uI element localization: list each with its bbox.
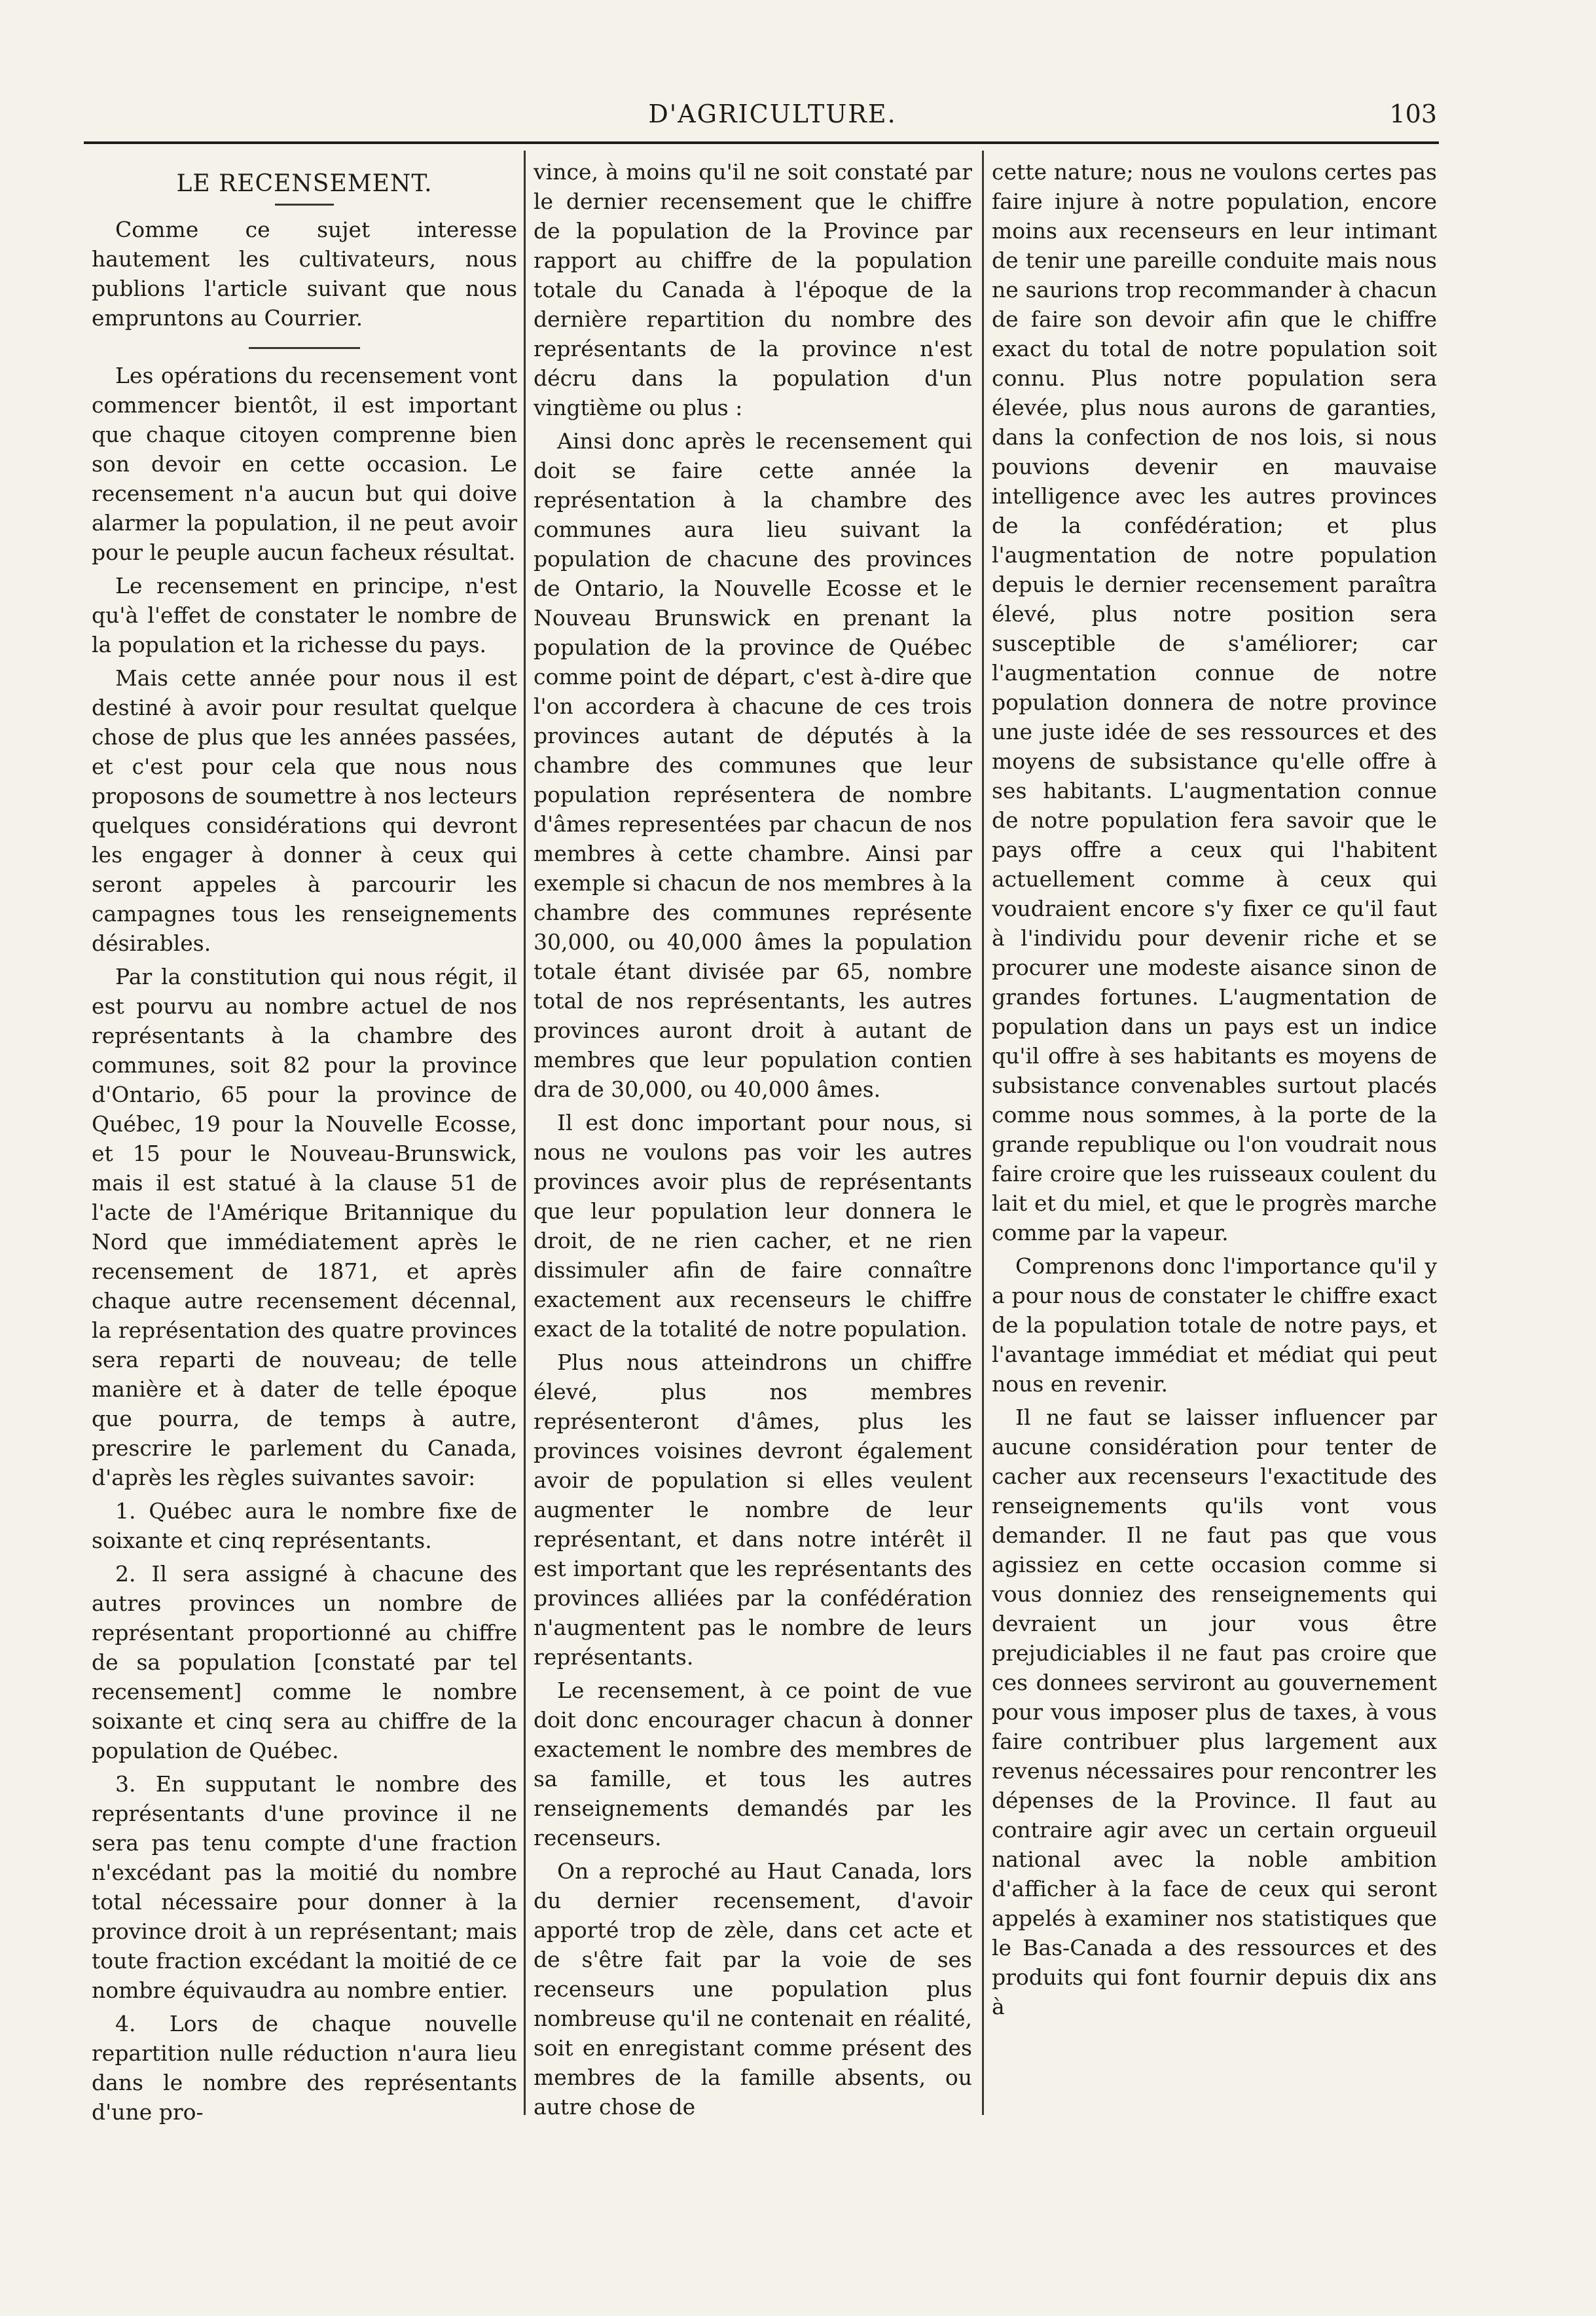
paragraph: Le recensement, à ce point de vue doit donc encourager chacun à donner exactement le nombre des membres de sa famille, et tous les autres renseignements demandés par les recenseurs. xyxy=(534,1678,972,1850)
column-divider-1 xyxy=(524,151,526,2115)
numbered-rule-4: 4. Lors de chaque nouvelle repartition nulle réduction n'aura lieu dans le nombre des représentants d'une pro- xyxy=(92,2011,517,2125)
running-title: D'AGRICULTURE. xyxy=(648,100,897,128)
paragraph: Mais cette année pour nous il est destiné à avoir pour resultat quelque chose de plus que les années passées, et c'est pour cela que nous nous proposons de soumettre à nos lecteurs quelques considérations qui devront les engager à donner à ceux qui seront appeles à parcourir les campagnes tous les renseignements désirables. xyxy=(92,665,517,956)
column-3 xyxy=(992,157,1437,2148)
header-rule xyxy=(84,141,1439,144)
paragraph: Ainsi donc après le recensement qui doit se faire cette année la représentation à la chambre des communes aura lieu suivant la population de chacune des provinces de Ontario, la Nouvelle Ecosse et le Nouveau Brunswick en prenant la population de la province de Québec comme point de départ, c'est à-dire que l'on accordera à chacune de ces trois provinces autant de députés à la chambre des communes que leur population représentera de nombre d'âmes representées par chacun de nos membres à cette chambre. Ainsi par exemple si chacun de nos membres à la chambre des communes représente 30,000, ou 40,000 âmes la population totale étant divisée par 65, nombre total de nos représentants, les autres provinces auront droit à autant de membres que leur population contien dra de 30,000, ou 40,000 âmes. xyxy=(534,428,972,1102)
section-rule xyxy=(249,347,360,349)
paragraph: Il est donc important pour nous, si nous ne voulons pas voir les autres provinces avoir plus de représentants que leur population leur donnera le droit, de ne rien cacher, et ne rien dissimuler afin de faire connaître exactement aux recenseurs le chiffre exact de la totalité de notre population. xyxy=(534,1110,972,1342)
paragraph-continued: vince, à moins qu'il ne soit constaté par le dernier recensement que le chiffre de la population de la Province par rapport au chiffre de la population totale du Canada à l'époque de la dernière repartition du nombre des représentants de la province n'est décru dans la population d'un vingtième ou plus : xyxy=(534,159,972,420)
title-rule xyxy=(275,204,334,206)
article-title: LE RECENSEMENT. xyxy=(176,170,433,197)
column-divider-2 xyxy=(982,151,984,2115)
paragraph: Par la constitution qui nous régit, il est pourvu au nombre actuel de nos représentants à la chambre des communes, soit 82 pour la province d'Ontario, 65 pour la province de Québec, 19 pour la Nouvelle Ecosse, et 15 pour le Nouveau-Brunswick, mais il est statué à la clause 51 de l'acte de l'Amérique Britannique du Nord que immédiatement après le recensement de 1871, et après chaque autre recensement décennal, la représentation des quatre provinces sera reparti de nouveau; de telle manière et à dater de telle époque que pourra, de temps à autre, prescrire le parlement du Canada, d'après les règles suivantes savoir: xyxy=(92,964,517,1490)
intro-paragraph: Comme ce sujet interesse hautement les cultivateurs, nous publions l'article suivant que nous empruntons au Courrier. xyxy=(92,217,517,331)
paragraph: Les opérations du recensement vont commencer bientôt, il est important que chaque citoyen comprenne bien son devoir en cette occasion. Le recensement n'a aucun but qui doive alarmer la population, il ne peut avoir pour le peuple aucun facheux résultat. xyxy=(92,363,517,565)
paragraph-continued: cette nature; nous ne voulons certes pas faire injure à notre population, encore moins aux recenseurs en leur intimant de tenir une pareille conduite mais nous ne saurions trop recommander à chacun de faire son devoir afin que le chiffre exact du total de notre population soit connu. Plus notre population sera élevée, plus nous aurons de garanties, dans la confection de nos lois, si nous pouvions devenir en mauvaise intelligence avec les autres provinces de la confédération; et plus l'augmentation de notre population depuis le dernier recensement paraîtra élevé, plus notre position sera susceptible de s'améliorer; car l'augmentation connue de notre population donnera de notre province une juste idée de ses ressources et des moyens de subsistance qu'elle offre à ses habitants. L'augmentation connue de notre population fera savoir que le pays offre a ceux qui l'habitent actuellement comme à ceux qui voudraient encore s'y fixer ce qu'il faut à l'individu pour devenir riche et se procurer une modeste aisance sinon de grandes fortunes. L'augmentation de population dans un pays est un indice qu'il offre à ses habitants es moyens de subsistance convenables surtout placés comme nous sommes, à la porte de la grande republique ou l'on voudrait nous faire croire que les ruisseaux coulent du lait et du miel, et que le progrès marche comme par la vapeur. xyxy=(992,159,1437,1245)
numbered-rule-2: 2. Il sera assigné à chacune des autres provinces un nombre de représentant proportionné au chiffre de sa population [constaté par tel recensement] comme le nombre soixante et cinq sera au chiffre de la population de Québec. xyxy=(92,1561,517,1763)
column-1 xyxy=(92,157,517,2148)
paragraph: Il ne faut se laisser influencer par aucune considération pour tenter de cacher aux recenseurs l'exactitude des renseignements qu'ils vont vous demander. Il ne faut pas que vous agissiez en cette occasion comme si vous donniez des renseignements qui devraient un jour vous être prejudiciables il ne faut pas croire que ces donnees serviront au gouvernement pour vous imposer plus de taxes, à vous faire contribuer plus largement aux revenus nécessaires pour rencontrer les dépenses de la Province. Il faut au contraire agir avec un certain orgueuil national avec la noble ambition d'afficher à la face de ceux qui seront appelés à examiner nos statistiques que le Bas-Canada a des ressources et des produits qui font fournir depuis dix ans à xyxy=(992,1405,1437,2019)
column-2 xyxy=(534,157,972,2148)
numbered-rule-3: 3. En supputant le nombre des représentants d'une province il ne sera pas tenu compte d'une fraction n'excédant pas la moitié du nombre total nécessaire pour donner à la province droit à un représentant; mais toute fraction excédant la moitié de ce nombre équivaudra au nombre entier. xyxy=(92,1771,517,2003)
page-number: 103 xyxy=(1389,100,1437,128)
numbered-rule-1: 1. Québec aura le nombre fixe de soixante et cinq représentants. xyxy=(92,1498,517,1553)
paragraph: On a reproché au Haut Canada, lors du dernier recensement, d'avoir apporté trop de zèle, dans cet acte et de s'être fait par la voie de ses recenseurs une population plus nombreuse qu'il ne contenait en réalité, soit en enregistant comme présent des membres de la famille absents, ou autre chose de xyxy=(534,1858,972,2120)
paragraph: Le recensement en principe, n'est qu'à l'effet de constater le nombre de la population et la richesse du pays. xyxy=(92,573,517,657)
paragraph: Comprenons donc l'importance qu'il y a pour nous de constater le chiffre exact de la population totale de notre pays, et l'avantage immédiat et médiat qui peut nous en revenir. xyxy=(992,1253,1437,1397)
paragraph: Plus nous atteindrons un chiffre élevé, plus nos membres représenteront d'âmes, plus les provinces voisines devront également avoir de population si elles veulent augmenter le nombre de leur représentant, et dans notre intérêt il est important que les représentants des provinces alliées par la confédération n'augmentent pas le nombre de leurs représentants. xyxy=(534,1350,972,1670)
